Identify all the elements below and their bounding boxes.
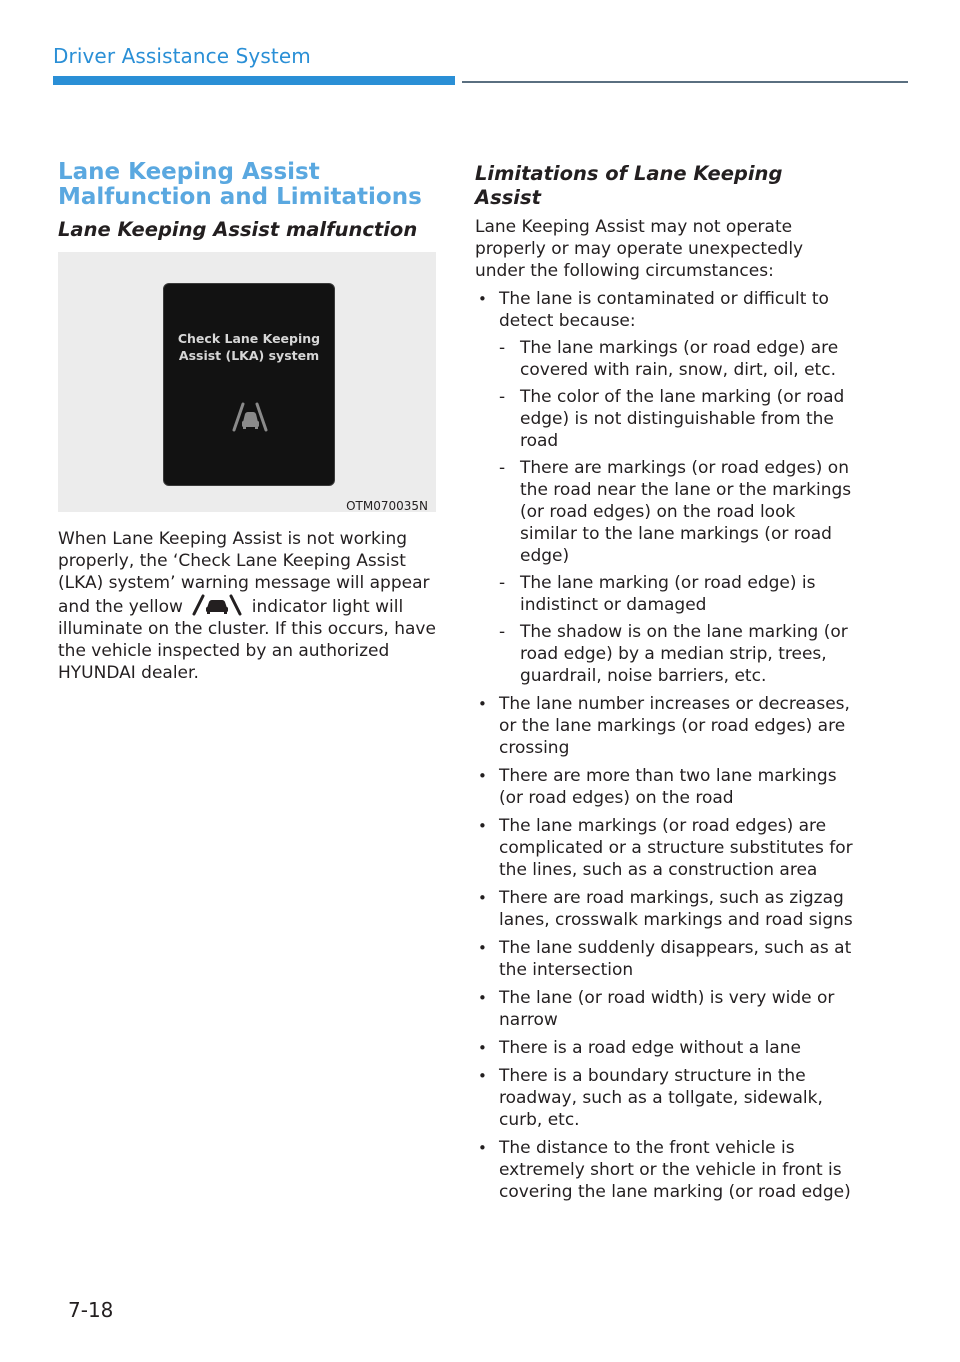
bullet-mark: • [478, 1039, 487, 1057]
header-title: Driver Assistance System [53, 44, 311, 68]
lane-keeping-indicator-icon [190, 594, 244, 616]
limitation-text: There are more than two lane markings (or road edges) on the road [499, 766, 837, 808]
cluster-message-line2: Assist (LKA) system [178, 348, 320, 363]
bullet-mark: • [478, 939, 487, 957]
cluster-warning-message [164, 330, 334, 364]
dash-mark: - [499, 573, 506, 593]
malfunction-subtitle: Lane Keeping Assist malfunction [58, 218, 418, 241]
limitation-text: There are road markings, such as zigzag lanes, crosswalk markings and road signs [499, 888, 853, 930]
dash-mark: - [499, 338, 506, 358]
cluster-figure [58, 252, 436, 512]
cluster-message-line1: Check Lane Keeping [177, 331, 321, 346]
dash-mark: - [499, 622, 506, 642]
limitation-sublist [499, 337, 855, 687]
limitation-subitem [499, 621, 855, 687]
limitation-subtext: The lane markings (or road edge) are covered with rain, snow, dirt, oil, etc. [520, 338, 839, 380]
header-divider-line [462, 81, 908, 83]
limitation-subitem [499, 337, 855, 381]
limitation-text: There is a boundary structure in the roadway, such as a tollgate, sidewalk, curb, etc. [499, 1066, 823, 1130]
dash-mark: - [499, 458, 506, 478]
limitation-item [475, 765, 855, 809]
limitation-item [475, 1137, 855, 1203]
limitation-item [475, 937, 855, 981]
dash-mark: - [499, 387, 506, 407]
lane-keeping-warning-icon [225, 400, 275, 434]
bullet-mark: • [478, 290, 487, 308]
malfunction-text-part1: When Lane Keeping Assist is not working properly, the ‘Check Lane Keeping Assist (LKA) system’ warning message will appear and the yellow [58, 529, 430, 617]
limitation-text: The lane markings (or road edges) are complicated or a structure substitutes for the lines, such as a construction area [499, 816, 853, 880]
section-title: Lane Keeping Assist Malfunction and Limitations [58, 159, 422, 210]
limitation-item [475, 693, 855, 759]
figure-container [58, 252, 436, 528]
limitations-subtitle: Limitations of Lane Keeping Assist [475, 162, 783, 209]
bullet-mark: • [478, 695, 487, 713]
limitation-text: The distance to the front vehicle is extremely short or the vehicle in front is covering the lane marking (or road edge) [499, 1138, 851, 1202]
limitation-subtext: There are markings (or road edges) on the road near the lane or the markings (or road edges) on the road look similar to the lane markings (or road edge) [520, 458, 852, 566]
bullet-mark: • [478, 1067, 487, 1085]
limitation-item [475, 288, 855, 687]
limitation-subitem [499, 572, 855, 616]
limitation-subitem [499, 457, 855, 567]
cluster-screen [163, 283, 335, 486]
limitation-subitem [499, 386, 855, 452]
malfunction-paragraph [58, 528, 436, 684]
limitation-text: There is a road edge without a lane [499, 1038, 801, 1058]
limitations-intro: Lane Keeping Assist may not operate properly or may operate unexpectedly under the following circumstances: [475, 217, 804, 281]
limitations-list [475, 288, 855, 1203]
limitation-item [475, 1065, 855, 1131]
limitation-subtext: The lane marking (or road edge) is indistinct or damaged [520, 573, 816, 615]
header-accent-bar [53, 76, 455, 85]
limitation-text: The lane (or road width) is very wide or narrow [499, 988, 835, 1030]
right-column [475, 160, 855, 1203]
limitation-text: The lane is contaminated or difficult to detect because: [499, 289, 829, 331]
bullet-mark: • [478, 1139, 487, 1157]
limitation-item [475, 987, 855, 1031]
figure-code: OTM070035N [346, 499, 428, 513]
limitation-subtext: The shadow is on the lane marking (or road edge) by a median strip, trees, guardrail, noise barriers, etc. [520, 622, 848, 686]
limitation-item [475, 887, 855, 931]
limitation-subtext: The color of the lane marking (or road edge) is not distinguishable from the road [520, 387, 845, 451]
bullet-mark: • [478, 889, 487, 907]
limitation-item [475, 1037, 855, 1059]
limitation-item [475, 815, 855, 881]
left-column [58, 160, 436, 684]
page-number: 7-18 [68, 1298, 114, 1322]
bullet-mark: • [478, 817, 487, 835]
bullet-mark: • [478, 767, 487, 785]
malfunction-text-part2: indicator light will illuminate on the cluster. If this occurs, have the vehicle inspected by an authorized HYUNDAI dealer. [58, 597, 436, 683]
limitation-text: The lane number increases or decreases, or the lane markings (or road edges) are crossing [499, 694, 850, 758]
bullet-mark: • [478, 989, 487, 1007]
limitation-text: The lane suddenly disappears, such as at the intersection [499, 938, 852, 980]
